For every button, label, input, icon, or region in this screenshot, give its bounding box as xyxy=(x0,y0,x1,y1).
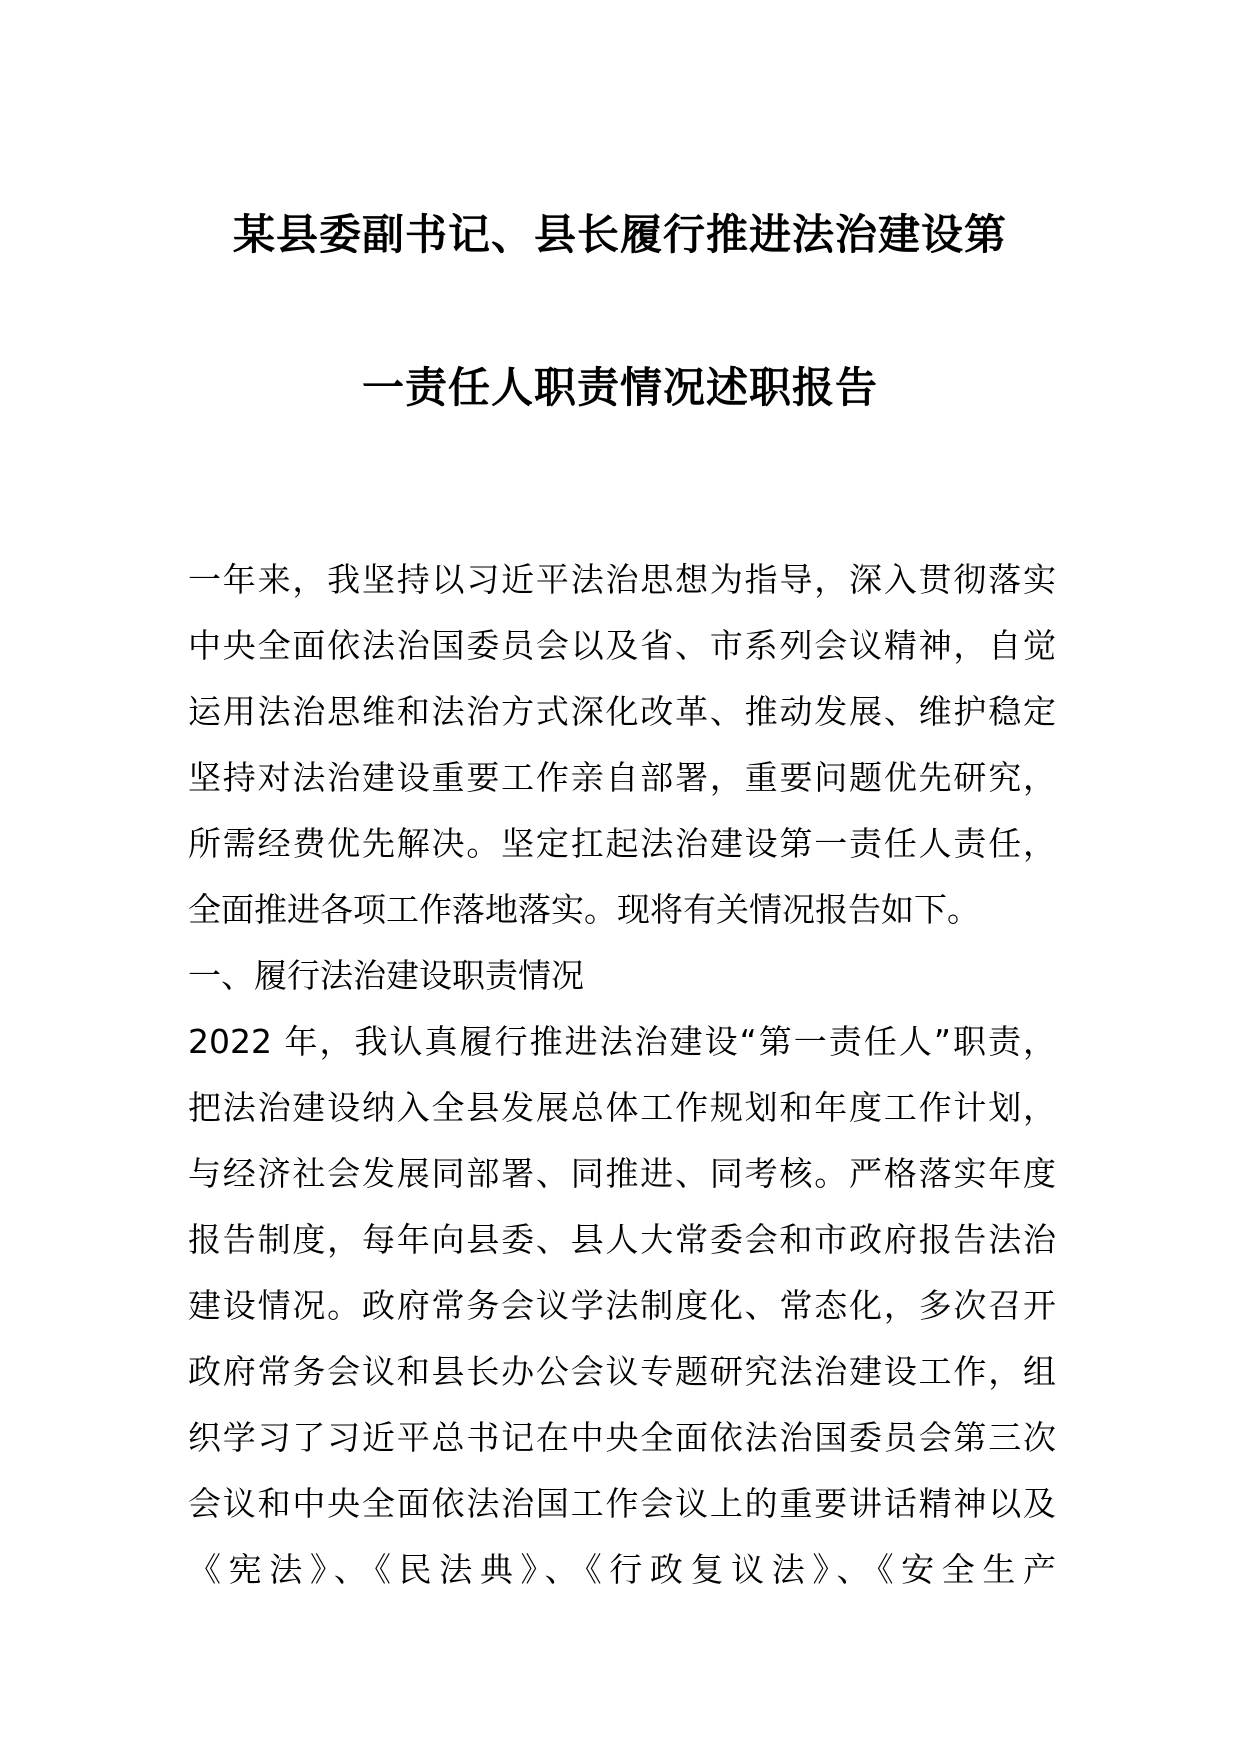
body-line-2: 中央全面依法治国委员会以及省、市系列会议精神，自觉 xyxy=(188,626,1056,665)
document-title-line-2: 一责任人职责情况述职报告 xyxy=(361,363,878,412)
body-line-16: 《宪法》、《民法典》、《行政复议法》、《安全生产 xyxy=(188,1550,1056,1589)
body-line-11: 报告制度，每年向县委、县人大常委会和市政府报告法治 xyxy=(188,1220,1056,1259)
body-line-1: 一年来，我坚持以习近平法治思想为指导，深入贯彻落实 xyxy=(188,560,1056,599)
body-line-15: 会议和中央全面依法治国工作会议上的重要讲话精神以及 xyxy=(188,1484,1056,1523)
body-line-3: 运用法治思维和法治方式深化改革、推动发展、维护稳定 xyxy=(188,692,1056,731)
body-line-9: 把法治建设纳入全县发展总体工作规划和年度工作计划， xyxy=(188,1088,1056,1127)
document-title-line-1: 某县委副书记、县长履行推进法治建设第 xyxy=(232,210,1007,259)
body-line-6: 全面推进各项工作落地落实。现将有关情况报告如下。 xyxy=(188,890,980,929)
section-heading-1: 一、履行法治建设职责情况 xyxy=(188,956,584,995)
body-line-14: 织学习了习近平总书记在中央全面依法治国委员会第三次 xyxy=(188,1418,1056,1457)
body-line-4: 坚持对法治建设重要工作亲自部署，重要问题优先研究， xyxy=(188,758,1056,797)
body-line-5: 所需经费优先解决。坚定扛起法治建设第一责任人责任， xyxy=(188,824,1056,863)
body-line-13: 政府常务会议和县长办公会议专题研究法治建设工作，组 xyxy=(188,1352,1056,1391)
body-line-8: 2022 年，我认真履行推进法治建设“第一责任人”职责， xyxy=(188,1022,1056,1061)
body-line-10: 与经济社会发展同部署、同推进、同考核。严格落实年度 xyxy=(188,1154,1056,1193)
body-line-12: 建设情况。政府常务会议学法制度化、常态化，多次召开 xyxy=(188,1286,1056,1325)
